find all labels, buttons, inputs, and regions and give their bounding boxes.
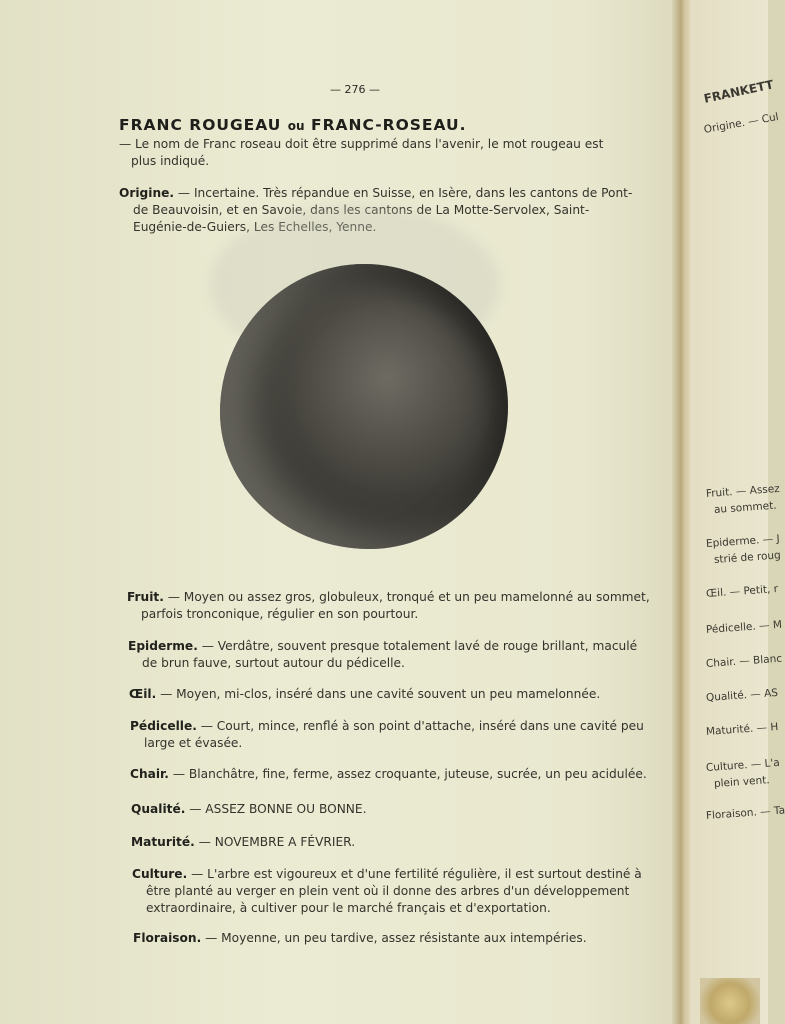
right-culture [706, 757, 781, 774]
maturite-paragraph [131, 834, 355, 851]
culture-paragraph [132, 866, 642, 917]
right-text: — Ta [759, 804, 785, 819]
note-line: plus indiqué. [131, 154, 210, 168]
oeil-paragraph [129, 686, 600, 703]
fruit-line: parfois tronconique, régulier en son pourtour. [141, 607, 419, 621]
oeil-label: Œil. [129, 687, 157, 701]
fruit-line: — Moyen ou assez gros, globuleux, tronqué et un peu mamelonné au sommet, [167, 590, 650, 604]
corner-thumbnail-image [700, 978, 760, 1024]
right-text: — H [756, 720, 779, 735]
floraison-line: — Moyenne, un peu tardive, assez résistante aux intempéries. [205, 931, 587, 945]
epiderme-paragraph [128, 638, 637, 672]
origine-line: de Beauvoisin, et en Savoie, dans les cantons de La Motte-Servolex, Saint- [133, 203, 590, 217]
qualite-label: Qualité. [131, 802, 186, 816]
right-qualite [706, 687, 779, 704]
pedicelle-line: large et évasée. [144, 736, 243, 750]
title-alt: FRANC-ROSEAU. [311, 116, 467, 134]
origine-line: Eugénie-de-Guiers, Les Echelles, Yenne. [133, 220, 377, 234]
right-epiderme [706, 533, 780, 550]
culture-label: Culture. [132, 867, 188, 881]
fruit-label: Fruit. [127, 590, 164, 604]
epiderme-line: de brun fauve, surtout autour du pédicelle. [142, 656, 405, 670]
right-page-title: FRANKETT [702, 77, 775, 106]
right-label: Maturité. [705, 722, 754, 738]
right-label: Culture. [705, 759, 748, 774]
fruit-paragraph [127, 589, 650, 623]
maturite-line: — NOVEMBRE A FÉVRIER. [198, 835, 356, 849]
chair-label: Chair. [130, 767, 169, 781]
right-origine [703, 111, 780, 136]
culture-line: être planté au verger en plein vent où il donne des arbres d'un développement [146, 884, 630, 898]
name-note [119, 136, 603, 170]
right-text: — Assez [735, 482, 781, 498]
floraison-label: Floraison. [133, 931, 202, 945]
right-oeil [706, 583, 779, 600]
right-maturite [706, 721, 779, 738]
right-page [690, 0, 785, 1024]
right-label: Floraison. [705, 806, 758, 822]
right-fruit-cont: au sommet. [713, 499, 777, 516]
right-text: — L'a [750, 756, 781, 771]
right-text: — AS [749, 686, 779, 701]
culture-line: — L'arbre est vigoureux et d'une fertilité régulière, il est surtout destiné à [191, 867, 642, 881]
chair-line: — Blanchâtre, fine, ferme, assez croquante, juteuse, sucrée, un peu acidulée. [172, 767, 647, 781]
right-label: Epiderme. [705, 534, 760, 550]
chair-paragraph [130, 766, 647, 783]
oeil-line: — Moyen, mi-clos, inséré dans une cavité souvent un peu mamelonnée. [160, 687, 601, 701]
right-label: Pédicelle. [705, 620, 757, 636]
book-gutter [672, 0, 692, 1024]
right-text: — Blanc [738, 652, 783, 668]
epiderme-label: Epiderme. [128, 639, 198, 653]
pedicelle-paragraph [130, 718, 644, 752]
title-ou: ou [287, 119, 305, 133]
right-label: Origine. [702, 116, 746, 136]
pedicelle-line: — Court, mince, renflé à son point d'attache, inséré dans une cavité peu [200, 719, 644, 733]
right-label: Chair. [705, 655, 737, 670]
right-text: — M [758, 618, 783, 633]
floraison-paragraph [133, 930, 587, 947]
origine-label: Origine. [119, 186, 175, 200]
pedicelle-label: Pédicelle. [130, 719, 197, 733]
apple-photograph [220, 264, 508, 549]
right-label: Fruit. [705, 486, 733, 500]
page-number: — 276 — [330, 83, 380, 96]
right-epiderme-cont: strié de roug [713, 549, 782, 566]
right-label: Qualité. [705, 689, 748, 704]
right-culture-cont: plein vent. [713, 774, 771, 790]
right-chair [706, 653, 783, 670]
origine-line: — Incertaine. Très répandue en Suisse, en Isère, dans les cantons de Pont- [177, 186, 633, 200]
title-main: FRANC ROUGEAU [119, 116, 282, 134]
culture-line: extraordinaire, à cultiver pour le marché français et d'exportation. [146, 901, 551, 915]
maturite-label: Maturité. [131, 835, 195, 849]
page-title [119, 116, 467, 134]
right-pedicelle [706, 619, 783, 636]
right-text: — J [762, 532, 781, 547]
right-floraison [706, 804, 785, 821]
qualite-paragraph [131, 801, 367, 818]
right-text: — Cul [747, 110, 780, 129]
qualite-line: — ASSEZ BONNE OU BONNE. [189, 802, 367, 816]
note-line: — Le nom de Franc roseau doit être supprimé dans l'avenir, le mot rougeau est [119, 137, 604, 151]
right-text: — Petit, r [729, 582, 779, 599]
epiderme-line: — Verdâtre, souvent presque totalement lavé de rouge brillant, maculé [201, 639, 638, 653]
right-fruit [706, 483, 781, 500]
right-label: Œil. [705, 586, 727, 600]
